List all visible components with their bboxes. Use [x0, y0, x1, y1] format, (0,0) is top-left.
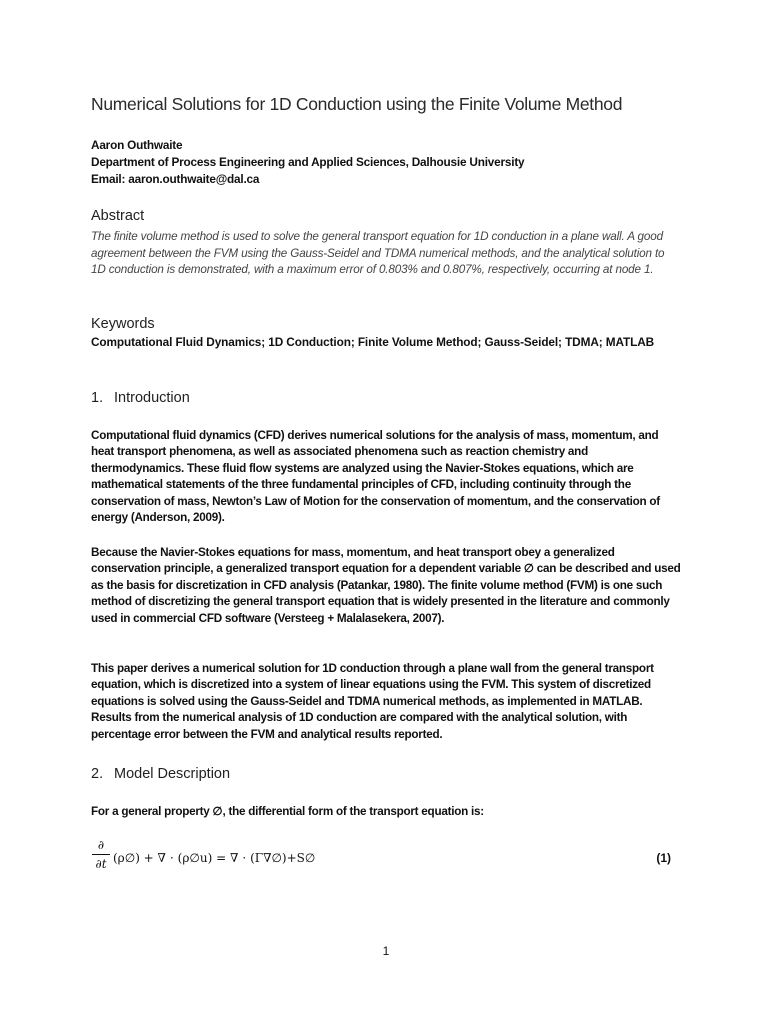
author-name: Aaron Outhwaite — [91, 138, 183, 152]
section-heading-introduction — [91, 390, 190, 406]
section-number: 2. — [91, 766, 104, 782]
section-number: 1. — [91, 390, 104, 406]
intro-paragraph-1: Computational fluid dynamics (CFD) derives numerical solutions for the analysis of mass, momentum, and heat transport phenomena, as well as associated phenomena such as reaction chemistry and thermodynamics. These fluid flow systems are analyzed using the Navier-Stokes equations, which are mathematical statements of the three fundamental principles of CFD, including continuity through the conservation of mass, Newton’s Law of Motion for the conservation of momentum, and the conservation of energy (Anderson, 2009). — [91, 429, 660, 525]
section-title: Model Description — [114, 766, 231, 782]
intro-paragraph-3: This paper derives a numerical solution for 1D conduction through a plane wall from the general transport equation, which is discretized into a system of linear equations using the FVM. This system of discretized equations is solved using the Gauss-Seidel and TDMA numerical methods, as implemented in MATLAB. Results from the numerical analysis of 1D conduction are compared with the analytical solution, with percentage error between the FVM and analytical results reported. — [91, 662, 654, 741]
section-title: Introduction — [114, 390, 190, 406]
partial-derivative-fraction — [91, 838, 111, 871]
equation-number: (1) — [656, 851, 671, 865]
author-email: Email: aaron.outhwaite@dal.ca — [91, 172, 260, 186]
equation-1 — [91, 838, 681, 878]
model-paragraph-1: For a general property ∅, the differential form of the transport equation is: — [91, 805, 484, 818]
intro-paragraph-2: Because the Navier-Stokes equations for mass, momentum, and heat transport obey a generalized conservation principle, a generalized transport equation for a dependent variable ∅ can be described and used as the basis for discretization in CFD analysis (Patankar, 1980). The finite volume method (FVM) is one such method of discretizing the general transport equation that is widely presented in the literature and commonly used in commercial CFD software (Versteeg + Malalasekera, 2007). — [91, 546, 681, 625]
fraction-bar — [92, 854, 110, 855]
fraction-numerator: ∂ — [97, 838, 105, 852]
abstract-heading: Abstract — [91, 208, 145, 224]
fraction-denominator: ∂t — [95, 857, 107, 871]
author-department: Department of Process Engineering and Applied Sciences, Dalhousie University — [91, 155, 525, 169]
equation-body: (ρ∅) + ∇ ⋅ (ρ∅u) = ∇ ⋅ (Γ∇∅)+S∅ — [113, 851, 316, 865]
section-heading-model-description — [91, 766, 230, 782]
keywords-text: Computational Fluid Dynamics; 1D Conduction; Finite Volume Method; Gauss-Seidel; TDMA; MATLAB — [91, 335, 655, 349]
paper-title: Numerical Solutions for 1D Conduction using the Finite Volume Method — [91, 94, 623, 114]
keywords-heading: Keywords — [91, 316, 155, 332]
page-number: 1 — [382, 944, 390, 958]
abstract-text: The finite volume method is used to solve the general transport equation for 1D conduction in a plane wall. A good agreement between the FVM using the Gauss-Seidel and TDMA numerical methods, and the analytical solution to 1D conduction is demonstrated, with a maximum error of 0.803% and 0.807%, respectively, occurring at node 1. — [91, 230, 665, 276]
